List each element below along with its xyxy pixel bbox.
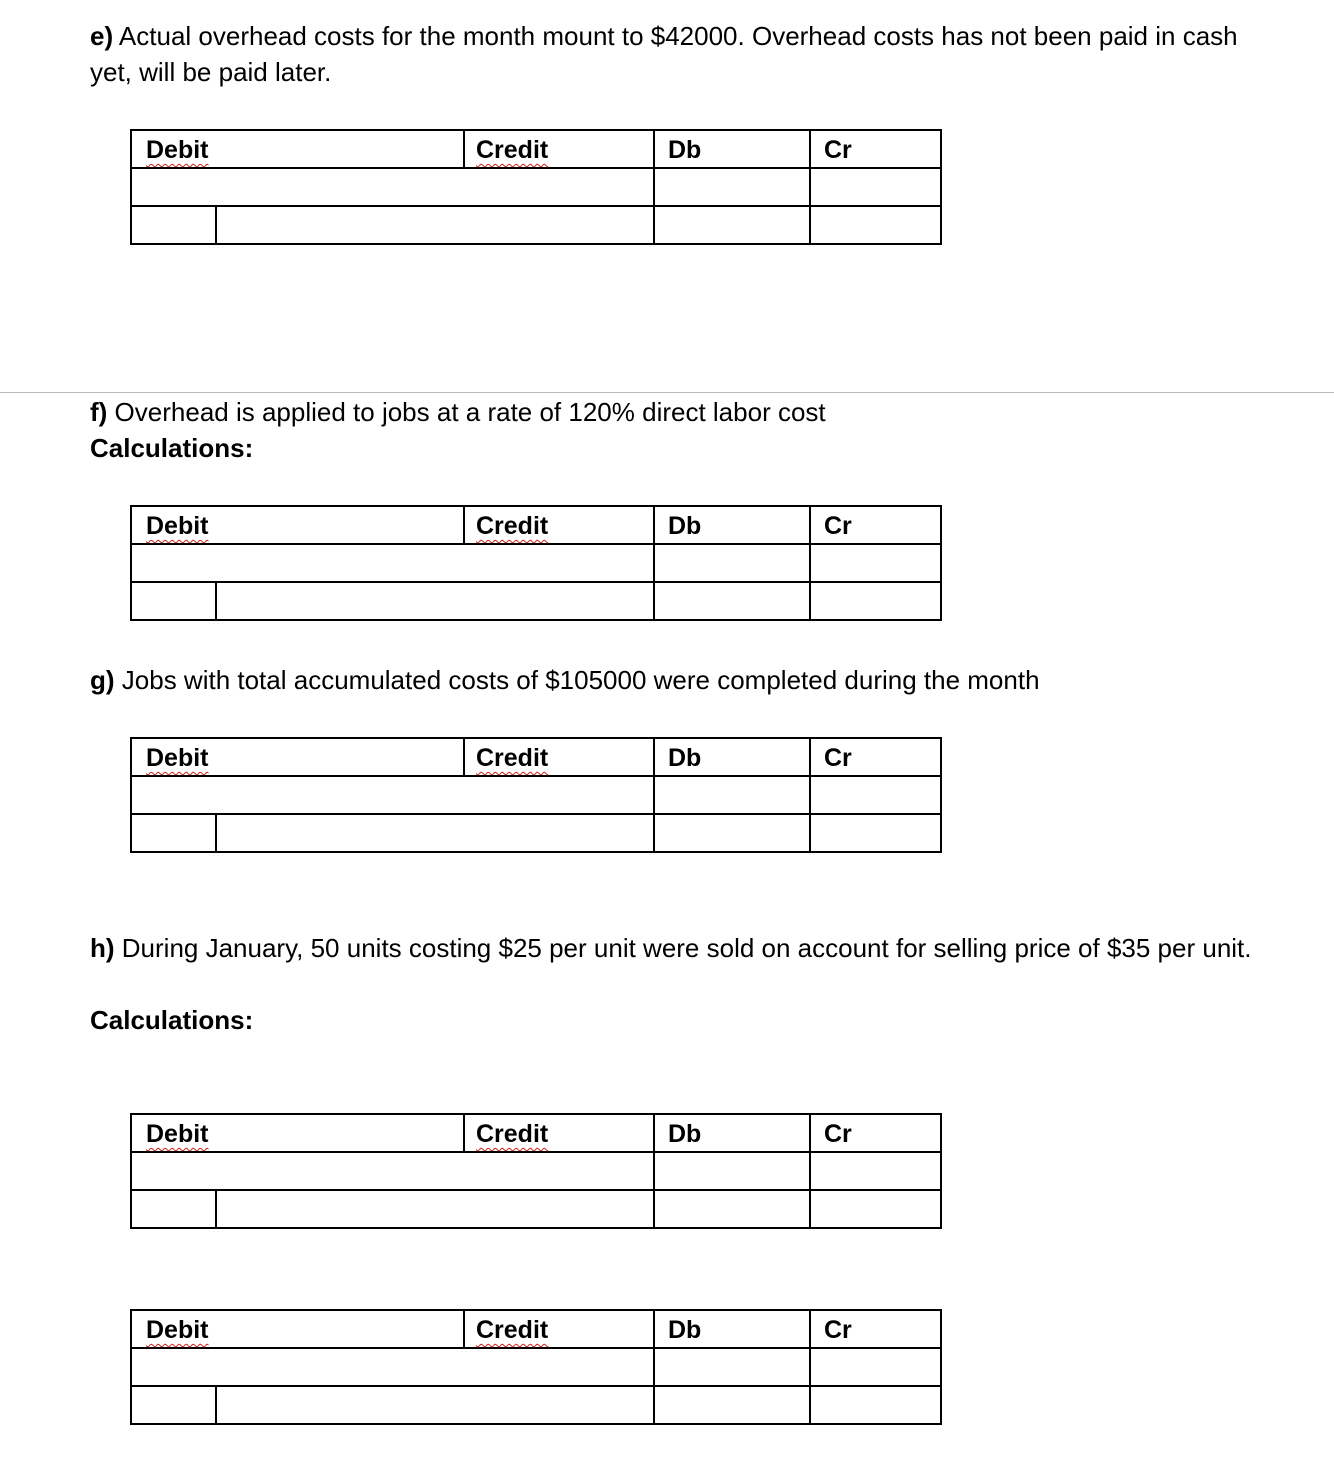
credit-account-cell[interactable] (217, 583, 653, 619)
credit-amount-cell[interactable] (811, 583, 940, 619)
credit-account-cell[interactable] (217, 207, 653, 243)
header-db: Db (668, 1316, 702, 1344)
credit-indent-cell[interactable] (132, 1191, 215, 1227)
credit-amount-cell[interactable] (811, 1191, 940, 1227)
debit-account-cell[interactable] (132, 777, 653, 813)
column-divider (463, 739, 465, 775)
header-debit: Debit (146, 136, 209, 164)
column-divider (463, 131, 465, 167)
journal-table-h-2 (130, 1309, 942, 1425)
column-divider (463, 507, 465, 543)
debit-amount-cell[interactable] (655, 207, 809, 243)
debit-account-cell[interactable] (132, 169, 653, 205)
header-credit: Credit (476, 744, 549, 772)
header-cr: Cr (824, 1120, 852, 1148)
debit-amount-cell[interactable] (655, 583, 809, 619)
debit-account-cell[interactable] (132, 545, 653, 581)
section-f-label: f) (90, 397, 108, 427)
debit-amount-cell[interactable] (655, 777, 809, 813)
debit-amount-cell[interactable] (655, 1349, 809, 1385)
credit-amount-cell[interactable] (811, 1153, 940, 1189)
section-f-text (90, 394, 1280, 430)
credit-indent-cell[interactable] (132, 207, 215, 243)
column-divider (463, 1115, 465, 1151)
credit-amount-cell[interactable] (811, 545, 940, 581)
header-cr: Cr (824, 744, 852, 772)
section-f-calculations-label: Calculations: (90, 433, 254, 463)
journal-table-e (130, 129, 942, 245)
credit-account-cell[interactable] (217, 1191, 653, 1227)
section-e-body: Actual overhead costs for the month mount to $42000. Overhead costs has not been paid in cash yet, will be paid later. (90, 21, 1238, 87)
debit-amount-cell[interactable] (655, 1153, 809, 1189)
credit-indent-cell[interactable] (132, 583, 215, 619)
debit-amount-cell[interactable] (655, 815, 809, 851)
journal-table-g (130, 737, 942, 853)
header-db: Db (668, 744, 702, 772)
credit-amount-cell[interactable] (811, 1349, 940, 1385)
journal-table-h-1 (130, 1113, 942, 1229)
credit-amount-cell[interactable] (811, 169, 940, 205)
debit-amount-cell[interactable] (655, 169, 809, 205)
section-f-body: Overhead is applied to jobs at a rate of 120% direct labor cost (107, 397, 826, 427)
debit-amount-cell[interactable] (655, 1387, 809, 1423)
header-cr: Cr (824, 1316, 852, 1344)
column-divider (463, 1311, 465, 1347)
section-g-label: g) (90, 665, 115, 695)
page-break-line (0, 392, 1334, 393)
credit-indent-cell[interactable] (132, 1387, 215, 1423)
section-h-body: During January, 50 units costing $25 per unit were sold on account for selling price of $35 per unit. (114, 933, 1252, 963)
header-debit: Debit (146, 512, 209, 540)
header-cr: Cr (824, 136, 852, 164)
header-credit: Credit (476, 1120, 549, 1148)
section-h-text (90, 930, 1280, 966)
header-db: Db (668, 136, 702, 164)
section-e-text (90, 18, 1280, 90)
header-credit: Credit (476, 136, 549, 164)
credit-account-cell[interactable] (217, 815, 653, 851)
header-db: Db (668, 512, 702, 540)
credit-amount-cell[interactable] (811, 1387, 940, 1423)
header-debit: Debit (146, 1120, 209, 1148)
header-cr: Cr (824, 512, 852, 540)
debit-amount-cell[interactable] (655, 545, 809, 581)
header-credit: Credit (476, 1316, 549, 1344)
header-db: Db (668, 1120, 702, 1148)
section-g-body: Jobs with total accumulated costs of $105000 were completed during the month (114, 665, 1040, 695)
credit-amount-cell[interactable] (811, 207, 940, 243)
credit-indent-cell[interactable] (132, 815, 215, 851)
debit-account-cell[interactable] (132, 1349, 653, 1385)
header-debit: Debit (146, 744, 209, 772)
section-g-text (90, 662, 1280, 698)
section-h-calculations-label: Calculations: (90, 1005, 254, 1035)
section-h-label: h) (90, 933, 115, 963)
credit-account-cell[interactable] (217, 1387, 653, 1423)
credit-amount-cell[interactable] (811, 815, 940, 851)
header-credit: Credit (476, 512, 549, 540)
debit-amount-cell[interactable] (655, 1191, 809, 1227)
journal-table-f (130, 505, 942, 621)
debit-account-cell[interactable] (132, 1153, 653, 1189)
section-e-label: e) (90, 21, 114, 51)
header-debit: Debit (146, 1316, 209, 1344)
credit-amount-cell[interactable] (811, 777, 940, 813)
